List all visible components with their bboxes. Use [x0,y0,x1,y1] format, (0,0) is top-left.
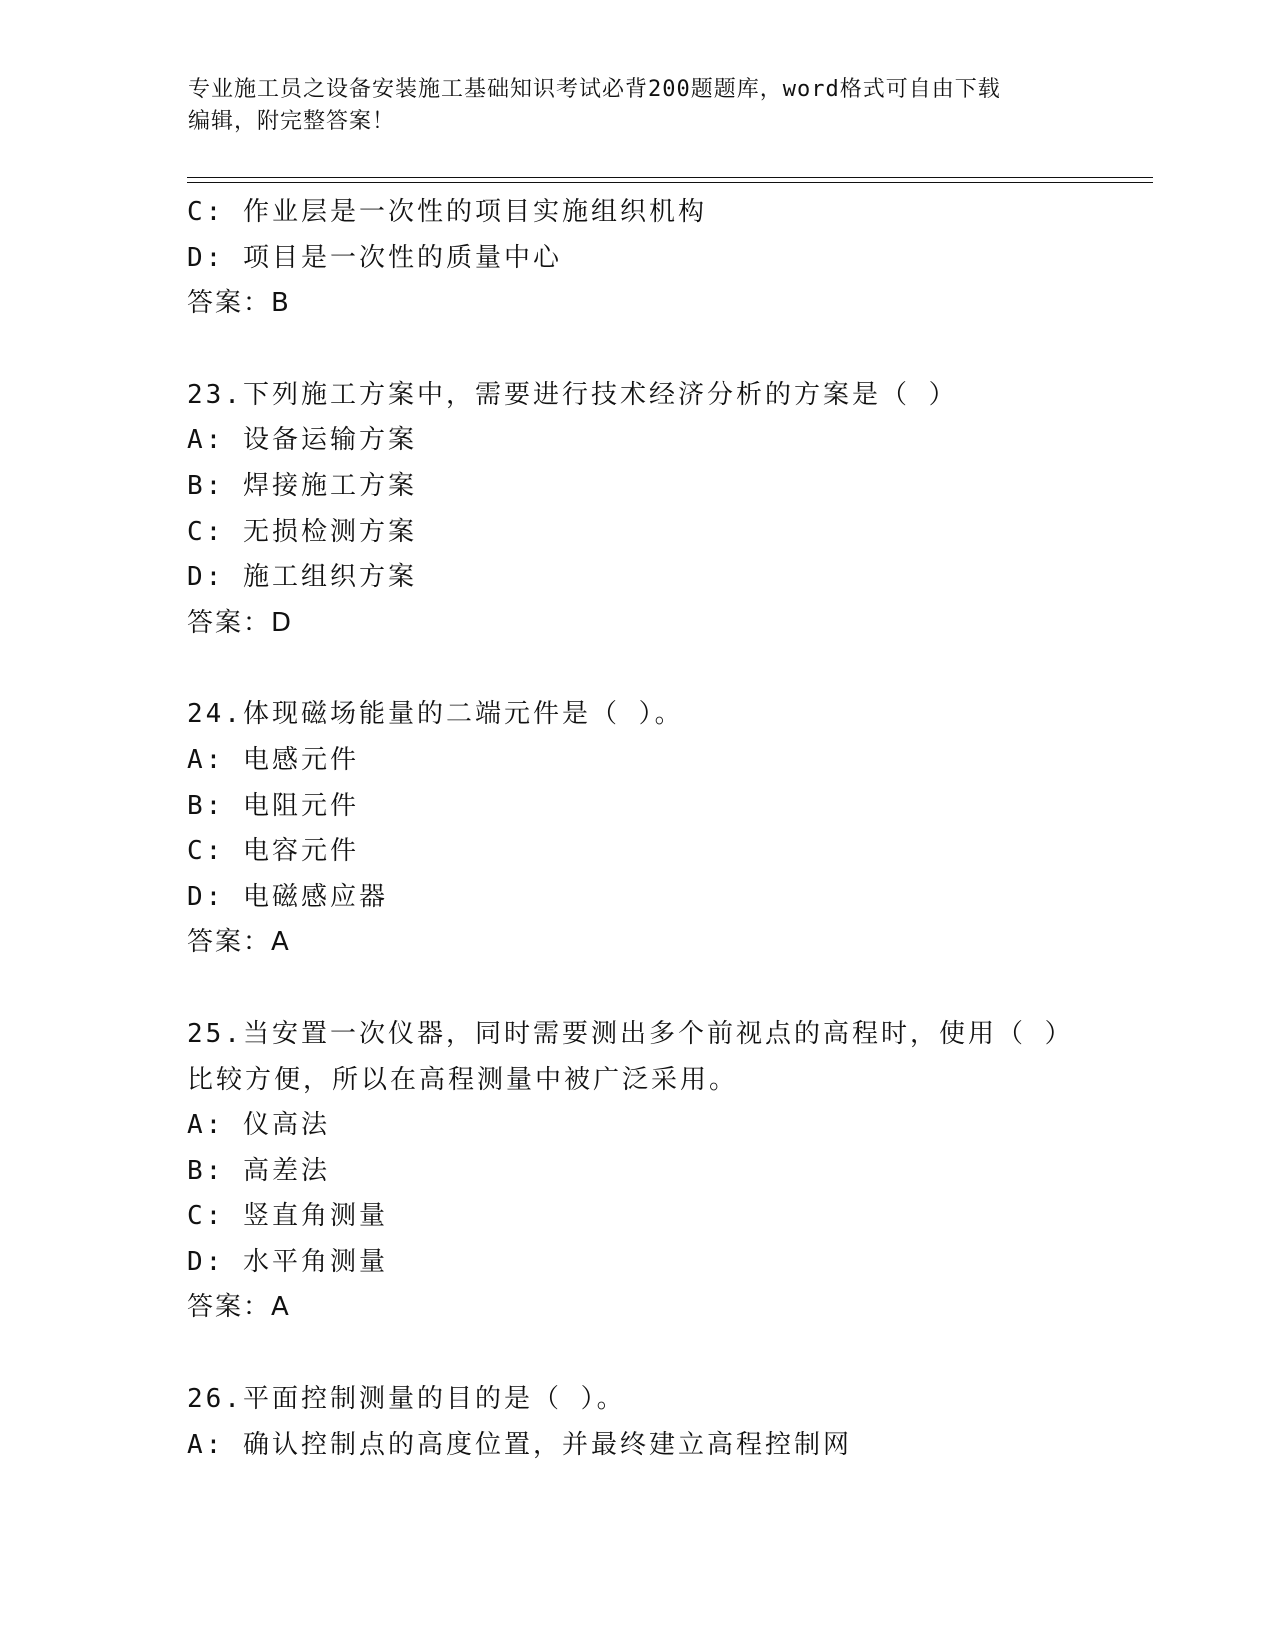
option-c: C: 无损检测方案 [187,516,417,547]
question-23 [187,373,1153,647]
option-a: A: 电感元件 [187,744,359,775]
answer-line: 答案：D [187,607,294,638]
question-text: 25.当安置一次仪器，同时需要测出多个前视点的高程时，使用（ ） [187,1018,1074,1049]
header-title-line-1: 专业施工员之设备安装施工基础知识考试必背200题题库，word格式可自由下载 [188,77,1001,102]
option-b: B: 高差法 [187,1155,330,1186]
document-header [188,74,1088,138]
spacer [187,327,1153,373]
option-b: B: 焊接施工方案 [187,470,417,501]
spacer [187,646,1153,692]
answer-line: 答案：A [187,1292,291,1323]
option-d: D: 项目是一次性的质量中心 [187,242,562,273]
header-divider-top [187,177,1153,178]
answer-line: 答案：A [187,927,291,958]
option-d: D: 电磁感应器 [187,881,388,912]
option-d: D: 水平角测量 [187,1246,388,1277]
question-text-continued: 比较方便，所以在高程测量中被广泛采用。 [187,1064,739,1095]
question-text: 26.平面控制测量的目的是（ ）。 [187,1384,626,1415]
option-b: B: 电阻元件 [187,790,359,821]
option-d: D: 施工组织方案 [187,562,417,593]
spacer [187,1331,1153,1377]
option-c: C: 作业层是一次性的项目实施组织机构 [187,197,707,227]
spacer [187,966,1153,1012]
question-text: 24.体现磁场能量的二端元件是（ ）。 [187,699,684,730]
question-24 [187,692,1153,966]
header-title-line-2: 编辑，附完整答案！ [188,109,396,134]
question-25 [187,1012,1153,1331]
question-list [187,190,1153,1468]
option-c: C: 电容元件 [187,836,359,867]
header-divider-bottom [187,182,1153,183]
question-continuation [187,190,1153,327]
option-a: A: 确认控制点的高度位置，并最终建立高程控制网 [187,1429,852,1460]
option-a: A: 设备运输方案 [187,425,417,456]
answer-line: 答案：B [187,288,291,319]
question-text: 23.下列施工方案中，需要进行技术经济分析的方案是（ ） [187,379,958,410]
option-a: A: 仪高法 [187,1110,330,1141]
question-26 [187,1377,1153,1468]
option-c: C: 竖直角测量 [187,1201,388,1232]
